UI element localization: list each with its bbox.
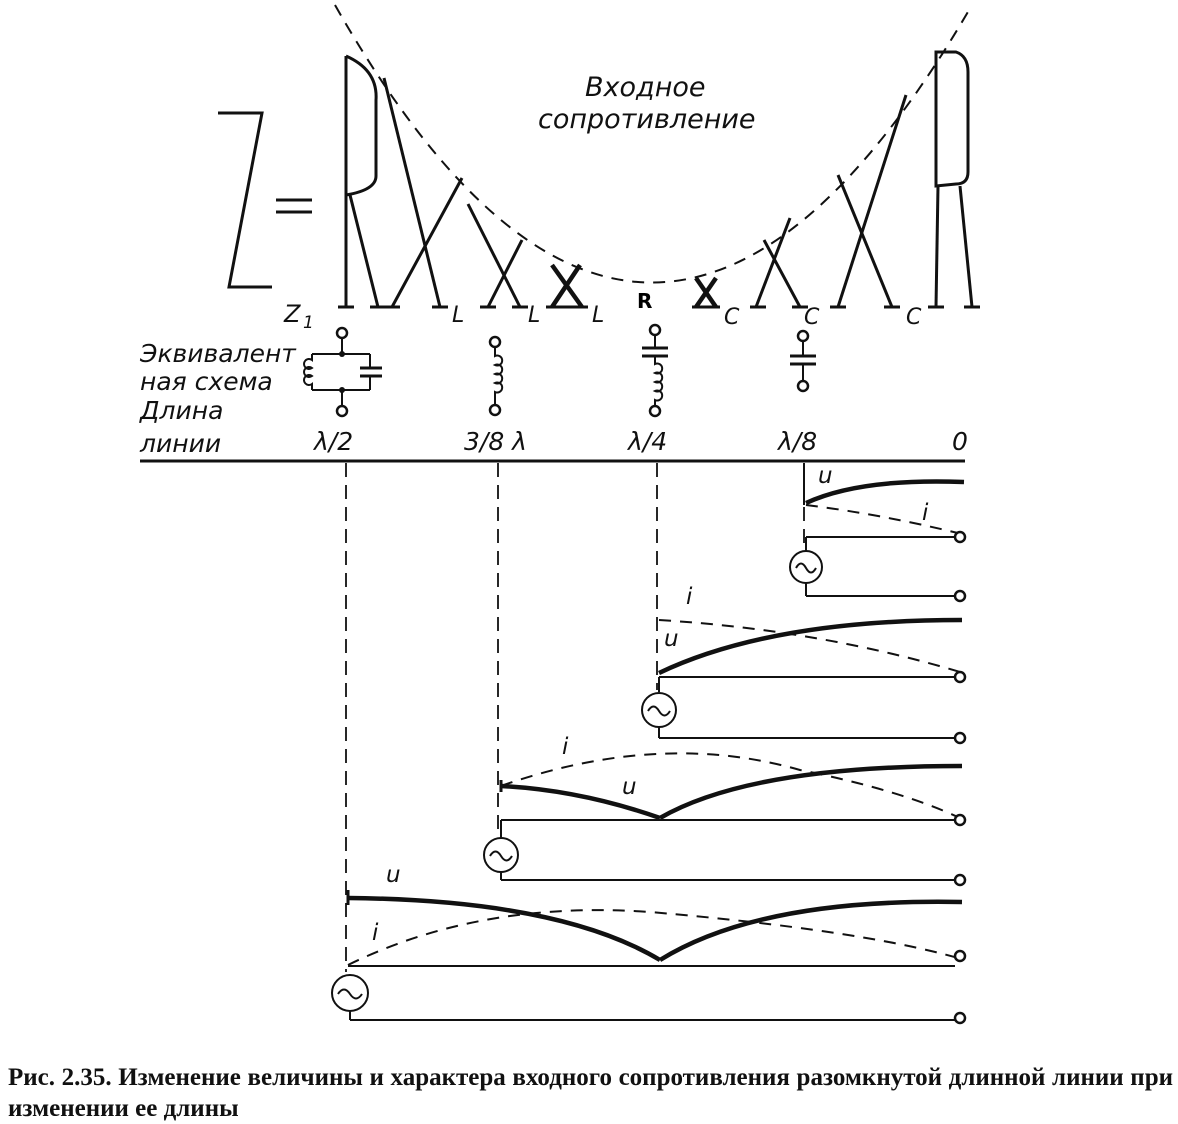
reactance-symbol-l1 xyxy=(384,78,464,328)
trace-u-quarter: u xyxy=(664,626,679,652)
tick-half-lambda: λ/2 xyxy=(314,427,354,456)
svg-text:L: L xyxy=(452,303,465,328)
trace-u-three-eighths: u xyxy=(622,774,637,800)
reactance-symbol-c2 xyxy=(750,218,820,330)
z1-label: Z xyxy=(284,300,301,328)
equivalent-circuit-parallel-lc xyxy=(304,328,382,416)
equivalent-circuit-label-1: Эквивалент xyxy=(140,339,296,368)
trace-i-quarter: i xyxy=(686,584,693,610)
figure-caption: Рис. 2.35. Изменение величины и характера входного сопротивления разомкнутой длинной линии при изменении ее длины xyxy=(8,1064,1173,1122)
svg-text:C: C xyxy=(906,305,922,330)
equivalent-circuit-series-lc xyxy=(642,325,668,416)
reactance-symbol-c3 xyxy=(830,95,922,330)
z-symbol xyxy=(218,113,272,287)
tick-zero: 0 xyxy=(952,427,968,456)
resistance-symbol-center: R xyxy=(637,289,653,313)
equals-sign xyxy=(276,200,312,212)
line-segment-quarter-lambda xyxy=(642,584,965,743)
input-impedance-envelope xyxy=(335,5,972,283)
line-length-label-1: Длина xyxy=(140,396,224,425)
line-segment-half-lambda xyxy=(332,862,965,1023)
resistance-symbol-right xyxy=(928,52,980,307)
resistance-symbol-left xyxy=(338,56,386,307)
line-length-label-2: линии xyxy=(140,429,222,458)
line-segment-three-eighths-lambda xyxy=(484,734,965,885)
trace-i-eighth: i xyxy=(922,500,929,526)
trace-i-three-eighths: i xyxy=(562,734,569,760)
equivalent-circuit-inductor xyxy=(490,337,502,415)
svg-text:L: L xyxy=(592,303,605,328)
trace-u-half: u xyxy=(386,862,401,888)
reactance-symbol-c1 xyxy=(692,278,740,330)
equivalent-circuit-capacitor xyxy=(790,331,816,391)
trace-i-half: i xyxy=(372,920,379,946)
trace-u-eighth: u xyxy=(818,463,833,489)
svg-text:L: L xyxy=(528,303,541,328)
svg-text:C: C xyxy=(724,305,740,330)
svg-text:C: C xyxy=(804,305,820,330)
curve-title-line2: сопротивление xyxy=(538,104,756,135)
z1-subscript: 1 xyxy=(303,313,314,333)
tick-quarter-lambda: λ/4 xyxy=(628,427,668,456)
length-axis-labels xyxy=(312,427,968,456)
curve-title-line1: Входное xyxy=(585,72,706,103)
tick-eighth-lambda: λ/8 xyxy=(778,427,818,456)
line-segment-eighth-lambda xyxy=(790,463,965,601)
tick-three-eighths-lambda: 3/8 λ xyxy=(464,427,527,456)
equivalent-circuit-label-2: ная схема xyxy=(140,367,273,396)
